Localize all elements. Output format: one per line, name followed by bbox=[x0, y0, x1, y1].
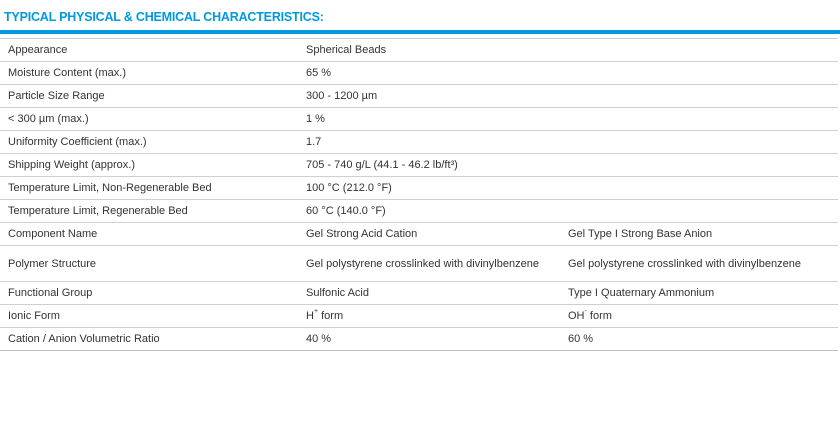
anion-form-suffix: form bbox=[586, 310, 612, 322]
cation-value bbox=[298, 305, 560, 328]
anion-charge: - bbox=[584, 308, 587, 316]
title-divider bbox=[0, 30, 840, 34]
property-label: Polymer Structure bbox=[0, 246, 298, 282]
characteristics-table bbox=[0, 38, 838, 351]
table-row bbox=[0, 177, 838, 200]
anion-value bbox=[560, 305, 838, 328]
table-row bbox=[0, 246, 838, 282]
table-row bbox=[0, 305, 838, 328]
property-value: Spherical Beads bbox=[298, 39, 838, 62]
table-row bbox=[0, 131, 838, 154]
property-label: Moisture Content (max.) bbox=[0, 62, 298, 85]
anion-value: Type I Quaternary Ammonium bbox=[560, 282, 838, 305]
table-row bbox=[0, 108, 838, 131]
table-row bbox=[0, 223, 838, 246]
anion-value: 60 % bbox=[560, 328, 838, 351]
anion-value: Gel polystyrene crosslinked with divinylbenzene bbox=[560, 246, 838, 282]
cation-charge: + bbox=[313, 308, 319, 316]
table-row bbox=[0, 62, 838, 85]
property-value: 1.7 bbox=[298, 131, 838, 154]
cation-form-suffix: form bbox=[318, 310, 344, 322]
property-value: 1 % bbox=[298, 108, 838, 131]
cation-ion: H bbox=[306, 310, 314, 322]
cation-value: 40 % bbox=[298, 328, 560, 351]
property-value: 705 - 740 g/L (44.1 - 46.2 lb/ft³) bbox=[298, 154, 838, 177]
anion-ion: OH bbox=[568, 310, 585, 322]
property-label: Temperature Limit, Non-Regenerable Bed bbox=[0, 177, 298, 200]
property-label: Appearance bbox=[0, 39, 298, 62]
property-label: Functional Group bbox=[0, 282, 298, 305]
cation-value: Sulfonic Acid bbox=[298, 282, 560, 305]
anion-value: Gel Type I Strong Base Anion bbox=[560, 223, 838, 246]
table-row bbox=[0, 39, 838, 62]
property-value: 100 °C (212.0 °F) bbox=[298, 177, 838, 200]
property-label: Shipping Weight (approx.) bbox=[0, 154, 298, 177]
property-label: Cation / Anion Volumetric Ratio bbox=[0, 328, 298, 351]
property-label: Uniformity Coefficient (max.) bbox=[0, 131, 298, 154]
table-row bbox=[0, 282, 838, 305]
table-row bbox=[0, 328, 838, 351]
section-title: TYPICAL PHYSICAL & CHEMICAL CHARACTERISTICS: bbox=[4, 10, 324, 24]
property-value: 60 °C (140.0 °F) bbox=[298, 200, 838, 223]
property-label: < 300 µm (max.) bbox=[0, 108, 298, 131]
property-label: Temperature Limit, Regenerable Bed bbox=[0, 200, 298, 223]
table-row bbox=[0, 154, 838, 177]
cation-value: Gel Strong Acid Cation bbox=[298, 223, 560, 246]
table-row bbox=[0, 200, 838, 223]
property-value: 300 - 1200 µm bbox=[298, 85, 838, 108]
table-row bbox=[0, 85, 838, 108]
cation-value: Gel polystyrene crosslinked with divinylbenzene bbox=[298, 246, 560, 282]
property-label: Ionic Form bbox=[0, 305, 298, 328]
property-label: Particle Size Range bbox=[0, 85, 298, 108]
property-label: Component Name bbox=[0, 223, 298, 246]
property-value: 65 % bbox=[298, 62, 838, 85]
